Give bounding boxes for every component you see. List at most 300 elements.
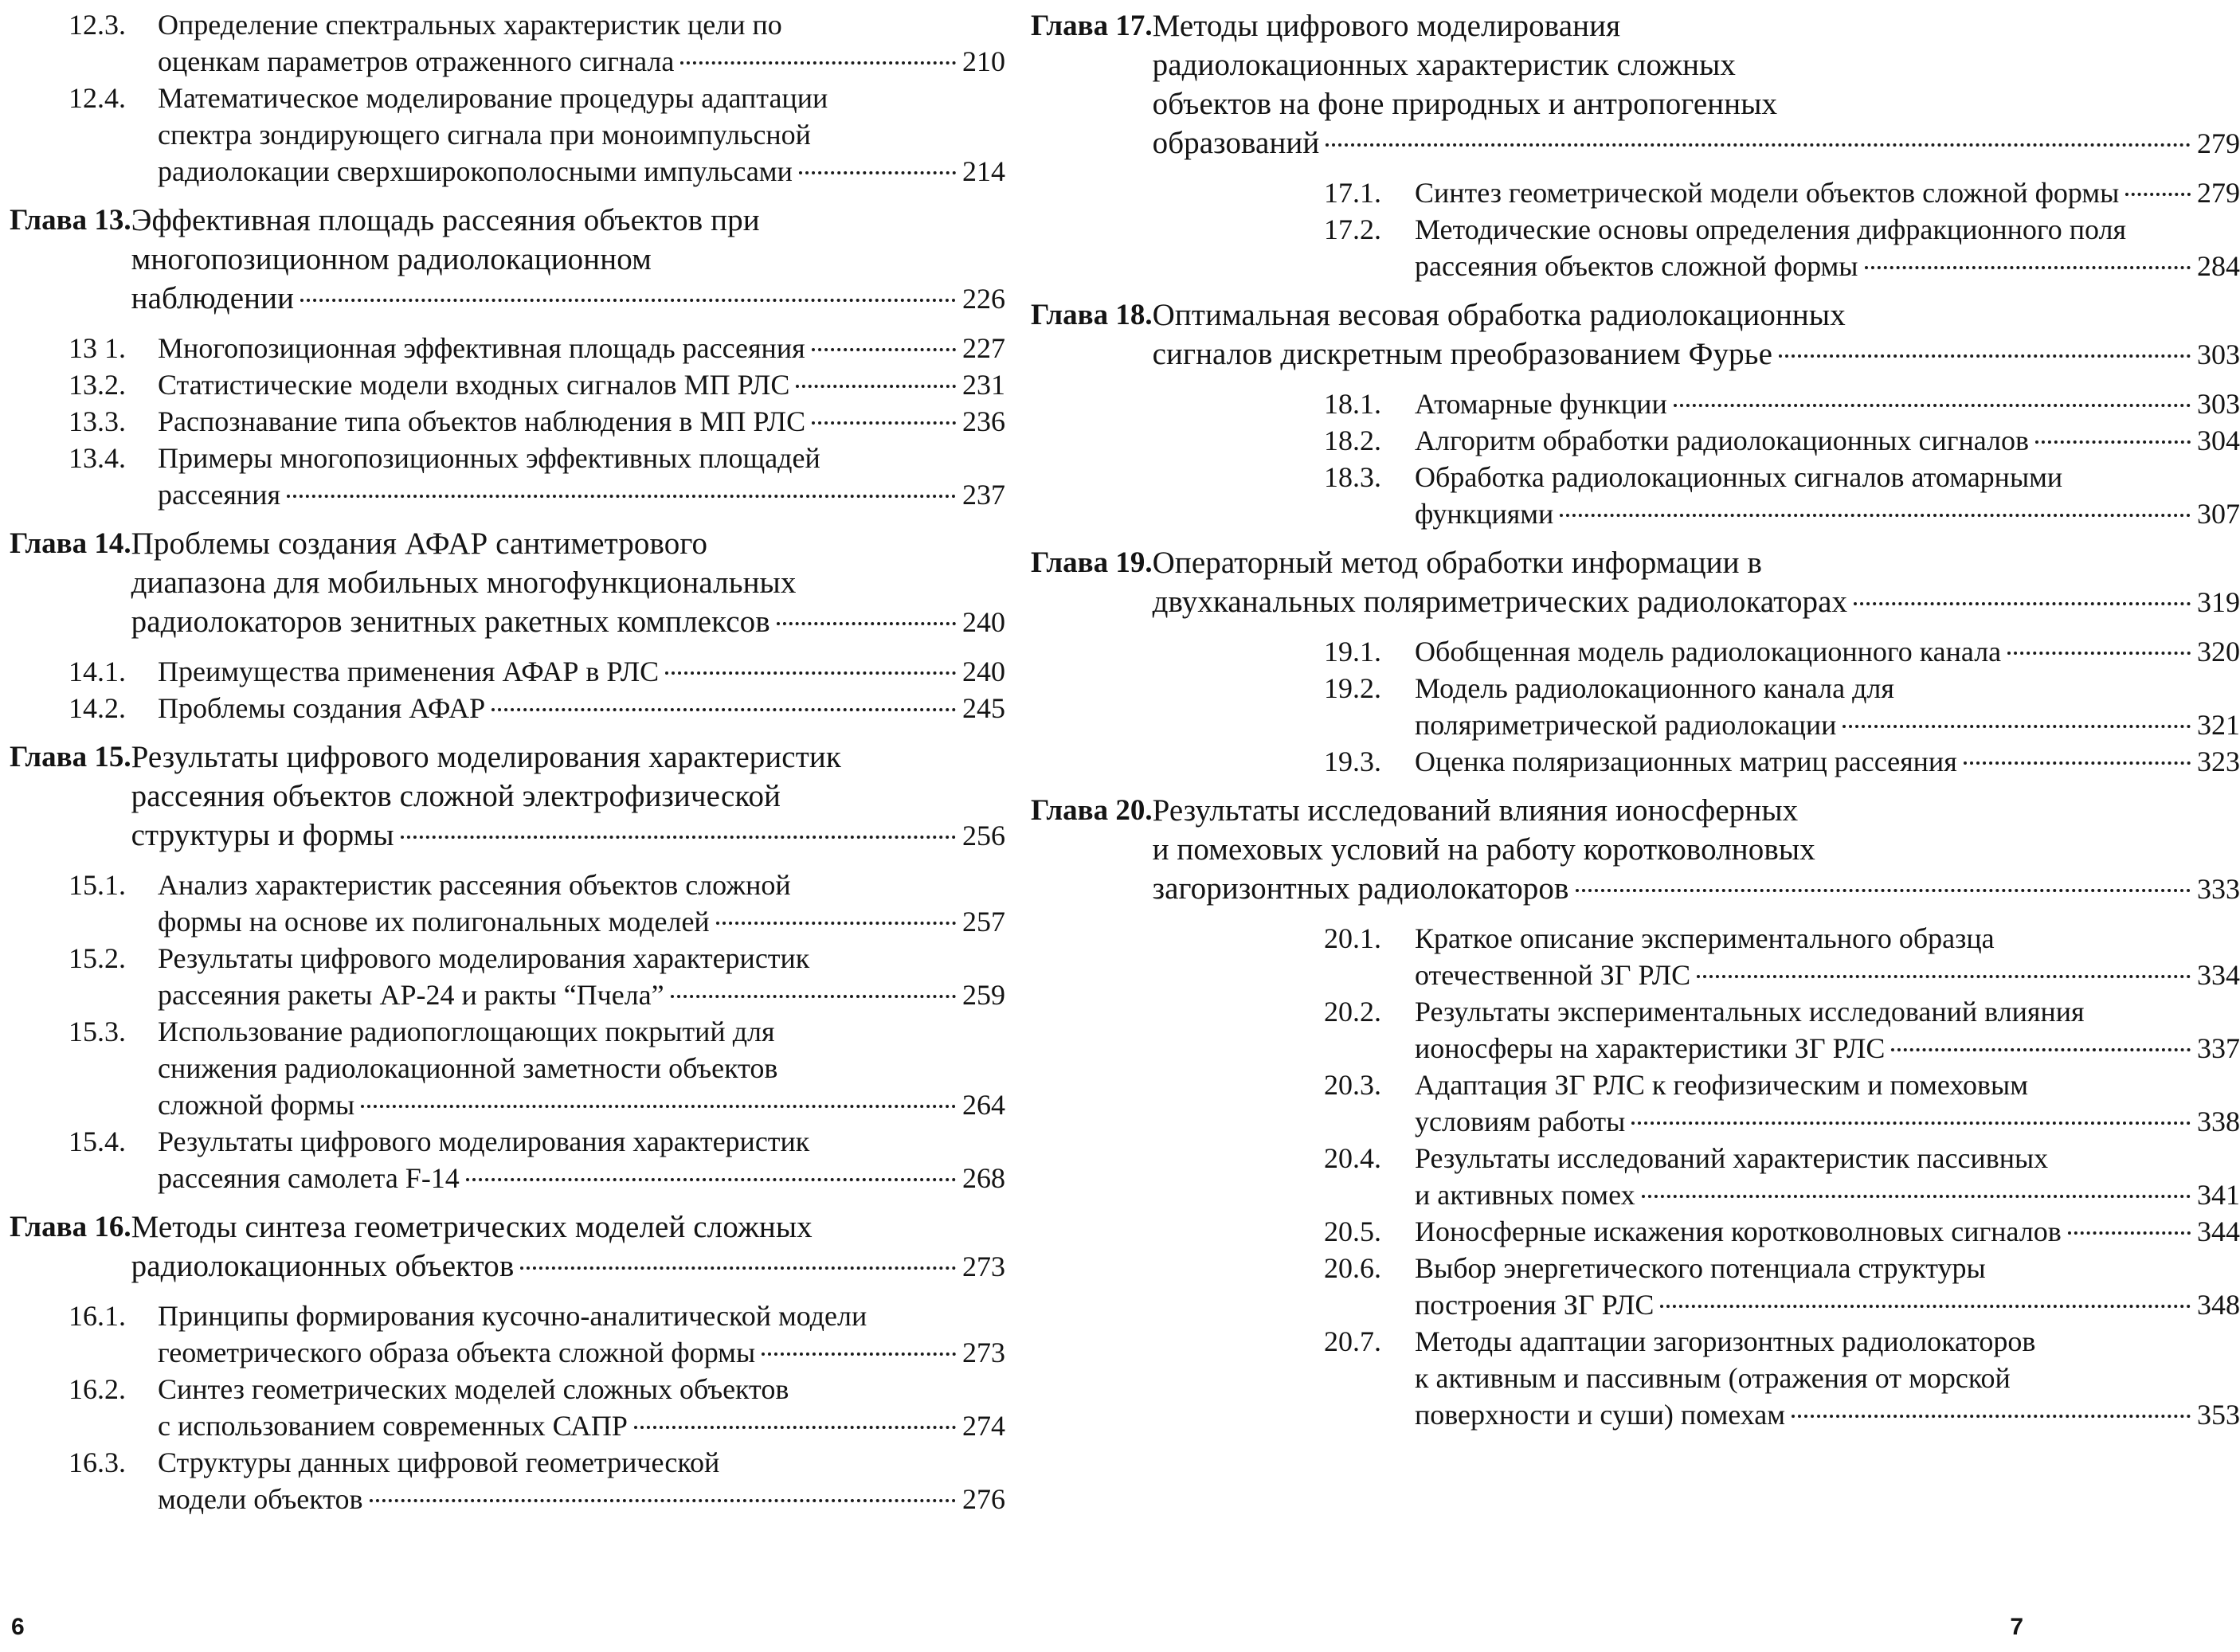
section-number: 17.1. — [1324, 177, 1381, 209]
title-text: и помеховых условий на работу коротковолновых — [1152, 832, 1815, 867]
section-entry[interactable] — [10, 1371, 1005, 1444]
section-number: 13.3. — [69, 405, 126, 437]
page-ref: 273 — [962, 1337, 1005, 1368]
section-number: 19.2. — [1324, 672, 1381, 704]
page-ref: 214 — [962, 155, 1005, 187]
title-line — [158, 153, 1005, 190]
chapter-label: Глава 19. — [1031, 546, 1153, 579]
section-entry[interactable] — [1031, 670, 2240, 743]
dot-leader — [1631, 1122, 2191, 1125]
title-text: Принципы формирования кусочно-аналитической модели — [158, 1300, 867, 1332]
title-text: Ионосферные искажения коротковолновых сигналов — [1415, 1216, 2062, 1247]
title-text: формы на основе их полигональных моделей — [158, 906, 710, 938]
page-ref: 273 — [962, 1251, 1005, 1282]
title-line — [1415, 1067, 2240, 1103]
entry-title — [158, 6, 1005, 80]
section-entry[interactable] — [10, 1298, 1005, 1371]
section-entry[interactable] — [10, 1013, 1005, 1123]
title-text: радиолокаторов зенитных ракетных комплексов — [131, 605, 770, 639]
page-ref: 320 — [2197, 636, 2240, 667]
section-number: 15.3. — [69, 1016, 126, 1047]
section-entry[interactable] — [10, 440, 1005, 513]
title-text: объектов на фоне природных и антропогенных — [1152, 87, 1778, 121]
title-text: рассеяния самолета F-14 — [158, 1162, 460, 1194]
section-number: 20.4. — [1324, 1142, 1381, 1174]
title-line — [1153, 45, 2240, 84]
title-line — [1153, 869, 2240, 909]
section-list — [1031, 920, 2240, 1433]
section-entry[interactable] — [1031, 1140, 2240, 1213]
page-ref: 348 — [2197, 1289, 2240, 1321]
dot-leader — [2035, 440, 2191, 444]
chapter-entry[interactable] — [10, 1208, 1005, 1286]
section-entry[interactable] — [10, 653, 1005, 690]
title-text: Методы синтеза геометрических моделей сложных — [131, 1210, 813, 1244]
entry-title — [1153, 296, 2240, 374]
title-line — [158, 1481, 1005, 1517]
title-text: сложной формы — [158, 1089, 355, 1121]
dot-leader — [1560, 514, 2191, 517]
entry-title — [1415, 1213, 2240, 1250]
dot-leader — [680, 61, 956, 65]
title-line — [158, 116, 1005, 153]
page-ref: 259 — [962, 979, 1005, 1011]
title-line — [158, 903, 1005, 940]
title-text: многопозиционном радиолокационном — [131, 242, 652, 276]
chapter-entry[interactable] — [10, 524, 1005, 642]
chapter-label: Глава 13. — [10, 204, 131, 237]
dot-leader — [812, 421, 956, 425]
section-list — [1031, 386, 2240, 532]
title-text: Эффективная площадь рассеяния объектов при — [131, 203, 760, 237]
title-line — [131, 816, 1005, 855]
title-line — [131, 1247, 1005, 1286]
title-text: отечественной ЗГ РЛС — [1415, 959, 1691, 991]
section-entry[interactable] — [1031, 633, 2240, 670]
entry-title — [1415, 993, 2240, 1067]
toc-column-right — [1031, 6, 2240, 1433]
title-line — [158, 43, 1005, 80]
dot-leader — [1779, 354, 2191, 358]
section-entry[interactable] — [1031, 1323, 2240, 1433]
section-entry[interactable] — [1031, 459, 2240, 532]
page-ref: 344 — [2197, 1216, 2240, 1247]
entry-title — [1415, 920, 2240, 993]
section-entry[interactable] — [10, 867, 1005, 940]
entry-title — [158, 330, 1005, 366]
entry-title — [158, 1444, 1005, 1517]
page-ref: 256 — [962, 820, 1005, 851]
section-entry[interactable] — [1031, 920, 2240, 993]
title-text: Результаты цифрового моделирования характеристик — [158, 1125, 810, 1157]
section-entry[interactable] — [10, 1123, 1005, 1196]
dot-leader — [1854, 602, 2191, 605]
section-number: 20.5. — [1324, 1216, 1381, 1247]
page-ref: 276 — [962, 1483, 1005, 1515]
section-number: 13 1. — [69, 332, 126, 364]
title-line — [1415, 459, 2240, 495]
page-ref: 307 — [2197, 498, 2240, 530]
title-text: поляриметрической радиолокации — [1415, 709, 1837, 741]
page-ref: 341 — [2197, 1179, 2240, 1211]
toc-column-left — [10, 6, 1005, 1517]
page-ref: 323 — [2197, 746, 2240, 777]
entry-title — [1415, 1323, 2240, 1433]
title-text: поверхности и суши) помехам — [1415, 1399, 1786, 1431]
title-text: к активным и пассивным (отражения от морской — [1415, 1362, 2011, 1394]
title-line — [131, 738, 1005, 777]
title-text: Операторный метод обработки информации в — [1152, 546, 1762, 580]
entry-title — [1415, 422, 2240, 459]
dot-leader — [491, 708, 956, 711]
title-line — [131, 279, 1005, 319]
dot-leader — [1843, 725, 2191, 728]
page-ref: 319 — [2197, 586, 2240, 618]
dot-leader — [1660, 1305, 2191, 1308]
title-line — [1153, 830, 2240, 869]
entry-title — [1415, 633, 2240, 670]
section-number: 19.3. — [1324, 746, 1381, 777]
section-entry[interactable] — [1031, 174, 2240, 211]
title-line — [158, 1123, 1005, 1160]
chapter-entry[interactable] — [1031, 791, 2240, 909]
title-text: Методы адаптации загоризонтных радиолокаторов — [1415, 1325, 2036, 1357]
title-line — [1153, 791, 2240, 830]
section-entry[interactable] — [1031, 1250, 2240, 1323]
chapter-label: Глава 17. — [1031, 10, 1153, 42]
entry-title — [158, 440, 1005, 513]
entry-title — [158, 1298, 1005, 1371]
title-text: Математическое моделирование процедуры адаптации — [158, 82, 828, 114]
entry-title — [1415, 386, 2240, 422]
section-number: 14.1. — [69, 656, 126, 687]
title-line — [1415, 957, 2240, 993]
entry-title — [131, 738, 1005, 855]
title-text: спектра зондирующего сигнала при моноимпульсной — [158, 119, 811, 151]
title-line — [1415, 707, 2240, 743]
section-entry[interactable] — [1031, 211, 2240, 284]
section-number: 15.4. — [69, 1125, 126, 1157]
title-text: радиолокационных объектов — [131, 1249, 515, 1283]
title-text: радиолокации сверхширокополосными импульсами — [158, 155, 793, 187]
dot-leader — [520, 1266, 956, 1270]
page-ref: 284 — [2197, 250, 2240, 282]
section-list — [10, 653, 1005, 726]
section-number: 18.2. — [1324, 425, 1381, 456]
chapter-label: Глава 20. — [1031, 794, 1153, 827]
entry-title — [1153, 6, 2240, 163]
dot-leader — [1642, 1195, 2191, 1198]
entry-title — [131, 524, 1005, 642]
title-text: Результаты экспериментальных исследований влияния — [1415, 996, 2085, 1028]
section-entry[interactable] — [1031, 422, 2240, 459]
dot-leader — [1891, 1048, 2191, 1051]
title-line — [158, 1160, 1005, 1196]
title-line — [158, 1086, 1005, 1123]
title-text: Выбор энергетического потенциала структуры — [1415, 1252, 1986, 1284]
title-text: Анализ характеристик рассеяния объектов сложной — [158, 869, 791, 901]
section-list — [10, 6, 1005, 190]
entry-title — [158, 366, 1005, 403]
title-line — [1415, 1030, 2240, 1067]
section-number: 20.1. — [1324, 922, 1381, 954]
dot-leader — [799, 171, 956, 174]
title-text: Структуры данных цифровой геометрической — [158, 1446, 720, 1478]
chapter-entry[interactable] — [1031, 543, 2240, 622]
title-text: Обобщенная модель радиолокационного канала — [1415, 636, 2002, 667]
section-entry[interactable] — [10, 80, 1005, 190]
chapter-entry[interactable] — [1031, 6, 2240, 163]
dot-leader — [401, 836, 956, 839]
title-text: рассеяния — [158, 479, 281, 511]
section-number: 20.6. — [1324, 1252, 1381, 1284]
dot-leader — [287, 495, 956, 498]
title-line — [158, 1371, 1005, 1407]
dot-leader — [2007, 652, 2191, 655]
dot-leader — [1326, 143, 2191, 147]
entry-title — [1153, 791, 2240, 909]
dot-leader — [300, 299, 956, 302]
section-number: 20.7. — [1324, 1325, 1381, 1357]
title-text: Результаты цифрового моделирования характеристик — [131, 740, 841, 774]
title-line — [1415, 1103, 2240, 1140]
title-line — [1153, 123, 2240, 163]
entry-title — [1153, 543, 2240, 622]
dot-leader — [361, 1105, 956, 1108]
section-number: 19.1. — [1324, 636, 1381, 667]
entry-title — [158, 1013, 1005, 1123]
title-line — [1415, 1360, 2240, 1396]
title-line — [158, 330, 1005, 366]
page-ref: 337 — [2197, 1032, 2240, 1064]
dot-leader — [466, 1178, 956, 1181]
page-ref: 226 — [962, 283, 1005, 315]
entry-title — [158, 940, 1005, 1013]
title-line — [1415, 1213, 2240, 1250]
dot-leader — [1576, 889, 2191, 892]
page-ref: 210 — [962, 45, 1005, 77]
title-text: Определение спектральных характеристик цели по — [158, 9, 782, 41]
title-text: построения ЗГ РЛС — [1415, 1289, 1655, 1321]
title-line — [1415, 174, 2240, 211]
title-text: Распознавание типа объектов наблюдения в МП РЛС — [158, 405, 806, 437]
title-line — [158, 1407, 1005, 1444]
section-number: 20.2. — [1324, 996, 1381, 1028]
title-text: сигналов дискретным преобразованием Фурье — [1152, 337, 1772, 371]
title-text: Результаты исследований влияния ионосферных — [1152, 793, 1799, 828]
page-number: 6 — [11, 1614, 25, 1640]
title-line — [158, 1444, 1005, 1481]
title-text: Адаптация ЗГ РЛС к геофизическим и помеховым — [1415, 1069, 2028, 1101]
page-ref: 321 — [2197, 709, 2240, 741]
title-line — [158, 1013, 1005, 1050]
title-text: радиолокационных характеристик сложных — [1152, 48, 1736, 82]
section-entry[interactable] — [1031, 993, 2240, 1067]
title-text: Статистические модели входных сигналов МП РЛС — [158, 369, 790, 401]
page-ref: 264 — [962, 1089, 1005, 1121]
chapter-label: Глава 18. — [1031, 299, 1153, 331]
section-entry[interactable] — [10, 366, 1005, 403]
section-number: 13.2. — [69, 369, 126, 401]
entry-title — [158, 403, 1005, 440]
title-line — [158, 690, 1005, 726]
dot-leader — [716, 922, 956, 925]
title-line — [131, 524, 1005, 563]
page-ref: 279 — [2197, 177, 2240, 209]
title-text: Модель радиолокационного канала для — [1415, 672, 1894, 704]
title-line — [131, 602, 1005, 642]
entry-title — [1415, 174, 2240, 211]
section-number: 16.2. — [69, 1373, 126, 1405]
title-text: снижения радиолокационной заметности объектов — [158, 1052, 778, 1084]
page-ref: 334 — [2197, 959, 2240, 991]
entry-title — [158, 867, 1005, 940]
title-text: оценкам параметров отраженного сигнала — [158, 45, 675, 77]
section-number: 17.2. — [1324, 213, 1381, 245]
dot-leader — [796, 385, 956, 388]
page-ref: 353 — [2197, 1399, 2240, 1431]
section-entry[interactable] — [10, 6, 1005, 80]
title-line — [1415, 495, 2240, 532]
title-text: рассеяния объектов сложной электрофизической — [131, 779, 781, 813]
entry-title — [158, 1123, 1005, 1196]
title-line — [1415, 1176, 2240, 1213]
title-text: образований — [1152, 126, 1320, 160]
page-number: 7 — [2010, 1614, 2023, 1640]
title-line — [1415, 422, 2240, 459]
title-line — [158, 940, 1005, 977]
section-entry[interactable] — [10, 403, 1005, 440]
page-ref: 333 — [2197, 873, 2240, 905]
entry-title — [158, 1371, 1005, 1444]
entry-title — [1415, 1250, 2240, 1323]
title-line — [1415, 386, 2240, 422]
section-list — [10, 330, 1005, 513]
title-line — [131, 1208, 1005, 1247]
title-text: Многопозиционная эффективная площадь рассеяния — [158, 332, 805, 364]
dot-leader — [2125, 193, 2191, 196]
section-entry[interactable] — [10, 690, 1005, 726]
section-entry[interactable] — [10, 1444, 1005, 1517]
section-entry[interactable] — [10, 940, 1005, 1013]
title-line — [131, 563, 1005, 602]
title-text: и активных помех — [1415, 1179, 1635, 1211]
section-list — [10, 1298, 1005, 1517]
title-line — [131, 201, 1005, 240]
section-number: 13.4. — [69, 442, 126, 474]
title-text: с использованием современных САПР — [158, 1410, 628, 1442]
page-ref: 245 — [962, 692, 1005, 724]
entry-title — [158, 690, 1005, 726]
title-text: рассеяния ракеты АР-24 и ракты “Пчела” — [158, 979, 664, 1011]
page-ref: 231 — [962, 369, 1005, 401]
dot-leader — [370, 1499, 956, 1502]
title-line — [1415, 1396, 2240, 1433]
entry-title — [1415, 211, 2240, 284]
entry-title — [158, 653, 1005, 690]
chapter-entry[interactable] — [10, 201, 1005, 319]
title-text: Методы цифрового моделирования — [1152, 9, 1621, 43]
title-line — [158, 80, 1005, 116]
title-text: геометрического образа объекта сложной формы — [158, 1337, 756, 1368]
chapter-label: Глава 15. — [10, 741, 131, 773]
section-entry[interactable] — [1031, 1213, 2240, 1250]
section-list — [10, 867, 1005, 1196]
title-line — [1415, 248, 2240, 284]
right-page — [1017, 0, 2240, 1652]
title-text: ионосферы на характеристики ЗГ РЛС — [1415, 1032, 1886, 1064]
title-line — [1153, 6, 2240, 45]
entry-title — [1415, 670, 2240, 743]
title-line — [1415, 1250, 2240, 1286]
title-line — [158, 6, 1005, 43]
title-text: Атомарные функции — [1415, 388, 1667, 420]
title-text: Проблемы создания АФАР — [158, 692, 486, 724]
title-line — [158, 476, 1005, 513]
title-text: двухканальных поляриметрических радиолокаторах — [1152, 585, 1848, 619]
dot-leader — [2068, 1231, 2191, 1235]
title-text: условиям работы — [1415, 1106, 1626, 1137]
title-text: Синтез геометрической модели объектов сложной формы — [1415, 177, 2120, 209]
title-text: Обработка радиолокационных сигналов атомарными — [1415, 461, 2063, 493]
title-line — [158, 403, 1005, 440]
dot-leader — [812, 348, 956, 351]
title-line — [1153, 84, 2240, 123]
title-line — [131, 777, 1005, 816]
section-entry[interactable] — [1031, 743, 2240, 780]
section-entry[interactable] — [10, 330, 1005, 366]
dot-leader — [762, 1353, 956, 1356]
entry-title — [158, 80, 1005, 190]
page-ref: 227 — [962, 332, 1005, 364]
title-line — [131, 240, 1005, 279]
title-text: Результаты цифрового моделирования характеристик — [158, 942, 810, 974]
dot-leader — [634, 1426, 956, 1429]
dot-leader — [1697, 975, 2191, 978]
chapter-entry[interactable] — [10, 738, 1005, 855]
entry-title — [131, 1208, 1005, 1286]
title-line — [1415, 670, 2240, 707]
section-entry[interactable] — [1031, 386, 2240, 422]
entry-title — [1415, 459, 2240, 532]
title-line — [1415, 211, 2240, 248]
title-text: наблюдении — [131, 281, 295, 315]
section-entry[interactable] — [1031, 1067, 2240, 1140]
title-line — [158, 1050, 1005, 1086]
title-text: Преимущества применения АФАР в РЛС — [158, 656, 660, 687]
title-line — [1153, 582, 2240, 622]
page-ref: 240 — [962, 606, 1005, 638]
title-text: Оценка поляризационных матриц рассеяния — [1415, 746, 1957, 777]
section-number: 20.3. — [1324, 1069, 1381, 1101]
entry-title — [1415, 1067, 2240, 1140]
page-ref: 237 — [962, 479, 1005, 511]
title-line — [1153, 543, 2240, 582]
title-line — [1415, 1323, 2240, 1360]
left-page — [0, 0, 1017, 1652]
section-number: 18.3. — [1324, 461, 1381, 493]
page-ref: 304 — [2197, 425, 2240, 456]
chapter-entry[interactable] — [1031, 296, 2240, 374]
page-ref: 236 — [962, 405, 1005, 437]
title-text: диапазона для мобильных многофункциональных — [131, 566, 797, 600]
title-line — [158, 653, 1005, 690]
dot-leader — [1964, 761, 2191, 765]
title-text: функциями — [1415, 498, 1554, 530]
entry-title — [131, 201, 1005, 319]
dot-leader — [1674, 404, 2191, 407]
dot-leader — [665, 671, 956, 675]
